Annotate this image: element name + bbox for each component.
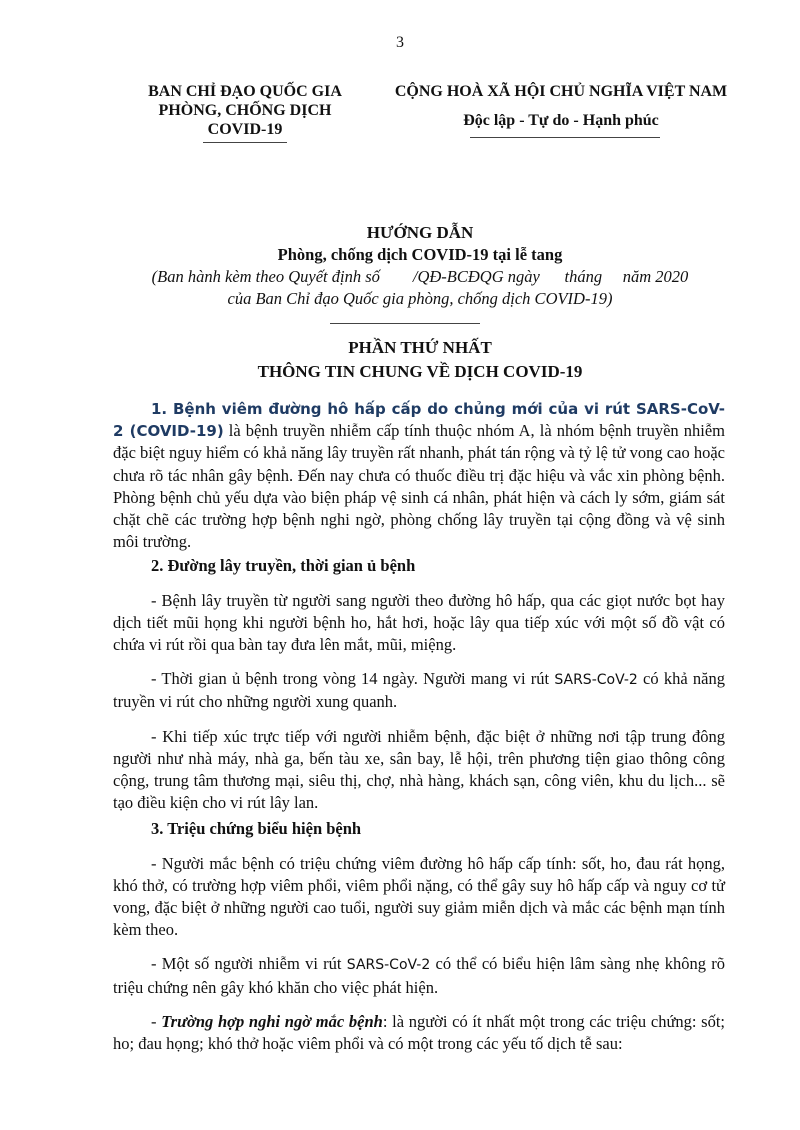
section-1-text: là bệnh truyền nhiễm cấp tính thuộc nhóm A, là nhóm bệnh truyền nhiễm đặc biệt nguy hiểm có khả năng lây truyền rất nhanh, phát tán rộng và tỷ lệ tử vong cao hoặc chưa rõ tác nhân gây bệnh. Đến nay chưa có thuốc điều trị đặc hiệu và vắc xin phòng bệnh. Phòng bệnh chủ yếu dựa vào biện pháp vệ sinh cá nhân, phát hiện và cách ly sớm, giám sát chặt chẽ các trường hợp bệnh nghi ngờ, phòng chống lây truyền tại cộng đồng và vệ sinh môi trường.: [113, 421, 725, 552]
section-2-heading: 2. Đường lây truyền, thời gian ủ bệnh: [151, 556, 416, 576]
s2-p2-part-c: có khả năng truyền vi rút cho những người xung quanh.: [113, 669, 725, 712]
section-3-paragraph-3: [113, 1011, 725, 1055]
section-3-paragraph-1: - Người mắc bệnh có triệu chứng viêm đường hô hấp cấp tính: sốt, ho, đau rát họng, khó thở, có trường hợp viêm phổi, viêm phổi nặng, có thể gây suy hô hấp cấp và nguy cơ tử vong, đặc biệt ở những người cao tuổi, người suy giảm miễn dịch và mắc các bệnh mạn tính kèm theo.: [113, 853, 725, 940]
issued-line-2: của Ban Chỉ đạo Quốc gia phòng, chống dịch COVID-19): [227, 289, 613, 308]
section-1-lead: 1. Bệnh viêm đường hô hấp cấp do chủng mới của vi rút SARS-CoV-2 (COVID-19): [113, 400, 725, 441]
part-heading: [100, 336, 740, 384]
part-title: PHẦN THỨ NHẤT: [348, 338, 492, 357]
motto: Độc lập - Tự do - Hạnh phúc: [463, 112, 659, 129]
agency-underline: [203, 142, 287, 143]
section-1-paragraph: [113, 398, 725, 553]
national-title: [372, 82, 750, 130]
part-subtitle: THÔNG TIN CHUNG VỀ DỊCH COVID-19: [257, 362, 583, 381]
document-body: [113, 398, 725, 1055]
agency-line-1: BAN CHỈ ĐẠO QUỐC GIA: [148, 83, 342, 100]
section-3-paragraph-2: [113, 953, 725, 998]
s3-p3-text: : là người có ít nhất một trong các triệu chứng: sốt; ho; đau họng; khó thở hoặc viêm phổi và có một trong các yếu tố dịch tễ sau:: [113, 1011, 726, 1054]
title-main: HƯỚNG DẪN: [366, 223, 474, 242]
issuing-agency: [112, 82, 378, 139]
section-3-heading: 3. Triệu chứng biểu hiện bệnh: [151, 819, 362, 839]
section-2-paragraph-2: [113, 668, 725, 713]
agency-line-2: PHÒNG, CHỐNG DỊCH: [158, 102, 332, 119]
country-name: CỘNG HOÀ XÃ HỘI CHỦ NGHĨA VIỆT NAM: [394, 83, 728, 100]
motto-underline: [470, 137, 660, 138]
s3-p3-dash: -: [151, 1011, 162, 1031]
s3-p2-part-a: - Một số người nhiễm vi rút: [151, 954, 347, 974]
title-sub: Phòng, chống dịch COVID-19 tại lễ tang: [277, 245, 563, 264]
section-2-paragraph-3: - Khi tiếp xúc trực tiếp với người nhiễm bệnh, đặc biệt ở những nơi tập trung đông người như nhà máy, nhà ga, bến tàu xe, sân bay, lễ hội, trên phương tiện giao thông công cộng, trung tâm thương mại, siêu thị, chợ, nhà hàng, khách sạn, công viên, khu du lịch... sẽ tạo điều kiện cho vi rút lây lan.: [113, 726, 725, 813]
s3-p2-part-c: có thể có biểu hiện lâm sàng nhẹ không rõ triệu chứng nên gây khó khăn cho việc phát hiện.: [113, 954, 725, 997]
s2-p2-part-a: - Thời gian ủ bệnh trong vòng 14 ngày. Người mang vi rút: [151, 669, 555, 689]
s2-p2-virus-name: SARS-CoV-2: [554, 672, 638, 689]
issued-line-1: (Ban hành kèm theo Quyết định số /QĐ-BCĐQG ngày tháng năm 2020: [151, 267, 689, 286]
section-2-paragraph-1: - Bệnh lây truyền từ người sang người theo đường hô hấp, qua các giọt nước bọt hay dịch tiết mũi họng khi người bệnh ho, hắt hơi, hoặc lây qua tiếp xúc với một số đồ vật có chứa vi rút rồi qua bàn tay đưa lên mắt, mũi, miệng.: [113, 590, 725, 655]
title-underline: [330, 323, 480, 324]
suspected-case-term: Trường hợp nghi ngờ mắc bệnh: [161, 1011, 383, 1031]
s3-p2-virus-name: SARS-CoV-2: [346, 957, 431, 974]
agency-line-3: COVID-19: [207, 121, 283, 138]
document-title: [100, 222, 740, 310]
page-number: 3: [396, 34, 404, 51]
